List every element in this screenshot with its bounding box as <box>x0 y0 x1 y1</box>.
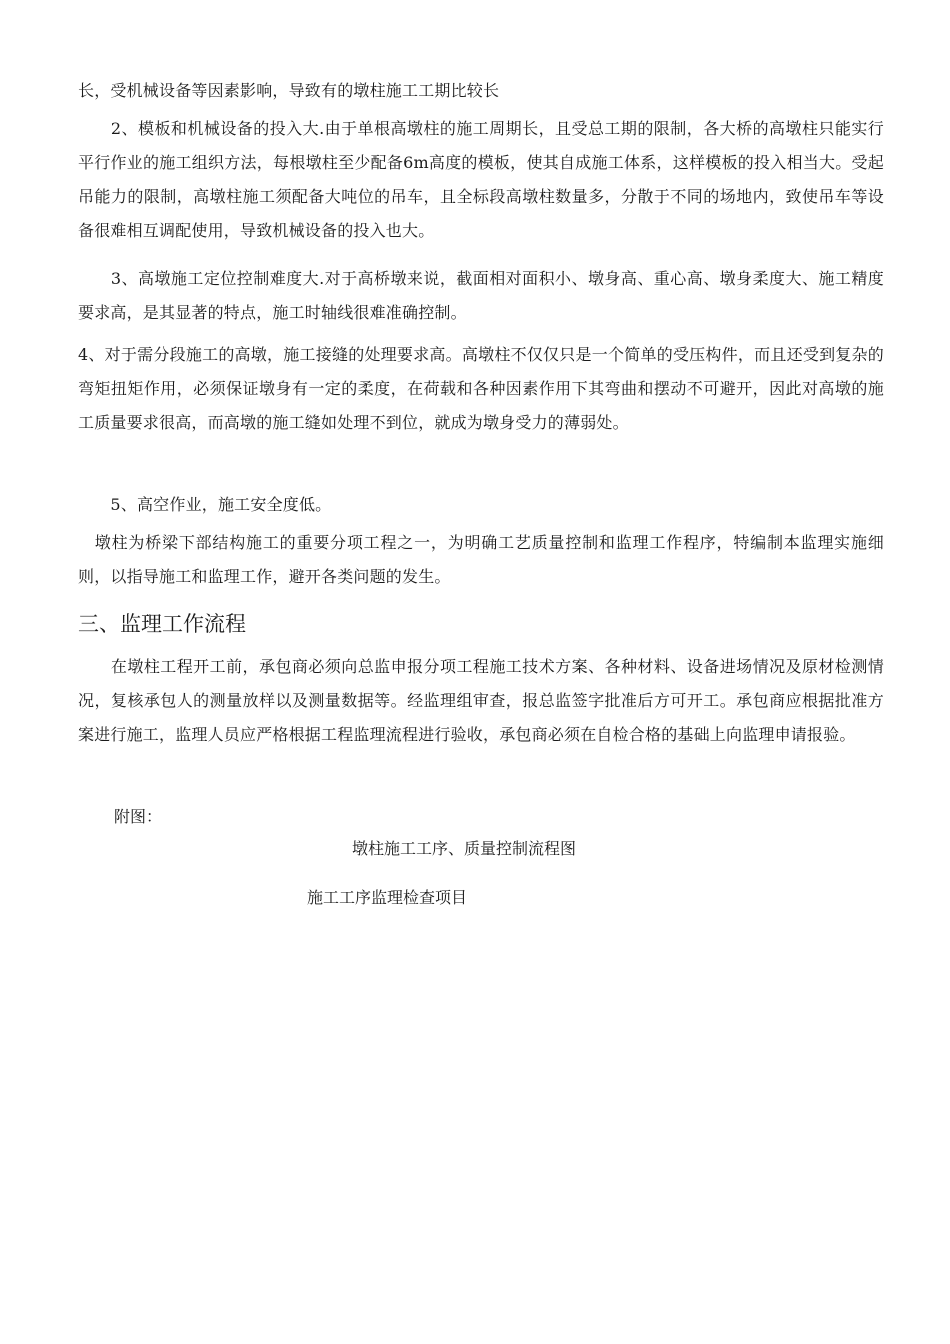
table-title: 施工工序监理检查项目 <box>307 888 468 907</box>
paragraph-workflow: 在墩柱工程开工前，承包商必须向总监申报分项工程施工技术方案、各种材料、设备进场情况及原材检测情况，复核承包人的测量放样以及测量数据等。经监理组审查，报总监签字批准后方可开工。承包商应根据批准方案进行施工，监理人员应严格根据工程监理流程进行验收，承包商必须在自检合格的基础上向监理申请报验。 <box>78 657 884 744</box>
figure-title: 墩柱施工工序、质量控制流程图 <box>352 839 577 858</box>
paragraph-intro-continuation: 长，受机械设备等因素影响，导致有的墩柱施工工期比较长 <box>78 81 500 100</box>
paragraph-item-3: 3、高墩施工定位控制难度大.对于高桥墩来说，截面相对面积小、墩身高、重心高、墩身柔度大、施工精度要求高，是其显著的特点，施工时轴线很难准确控制。 <box>78 269 884 322</box>
paragraph-item-4: 4、对于需分段施工的高墩，施工接缝的处理要求高。高墩柱不仅仅只是一个简单的受压构件，而且还受到复杂的弯矩扭矩作用，必须保证墩身有一定的柔度，在荷载和各种因素作用下其弯曲和摆动不可避开，因此对高墩的施工质量要求很高，而高墩的施工缝如处理不到位，就成为墩身受力的薄弱处。 <box>78 345 884 432</box>
section-heading: 三、监理工作流程 <box>78 612 246 636</box>
paragraph-item-5: 5、高空作业，施工安全度低。 <box>78 495 332 514</box>
paragraph-purpose: 墩柱为桥梁下部结构施工的重要分项工程之一，为明确工艺质量控制和监理工作程序，特编制本监理实施细则，以指导施工和监理工作，避开各类问题的发生。 <box>78 533 884 586</box>
attachment-label: 附图： <box>114 807 163 826</box>
paragraph-item-2: 2、模板和机械设备的投入大.由于单根高墩柱的施工周期长，且受总工期的限制，各大桥的高墩柱只能实行平行作业的施工组织方法，每根墩柱至少配备6m高度的模板，使其自成施工体系，这样模板的投入相当大。受起吊能力的限制，高墩柱施工须配备大吨位的吊车，且全标段高墩柱数量多，分散于不同的场地内，致使吊车等设备很难相互调配使用，导致机械设备的投入也大。 <box>78 119 884 240</box>
